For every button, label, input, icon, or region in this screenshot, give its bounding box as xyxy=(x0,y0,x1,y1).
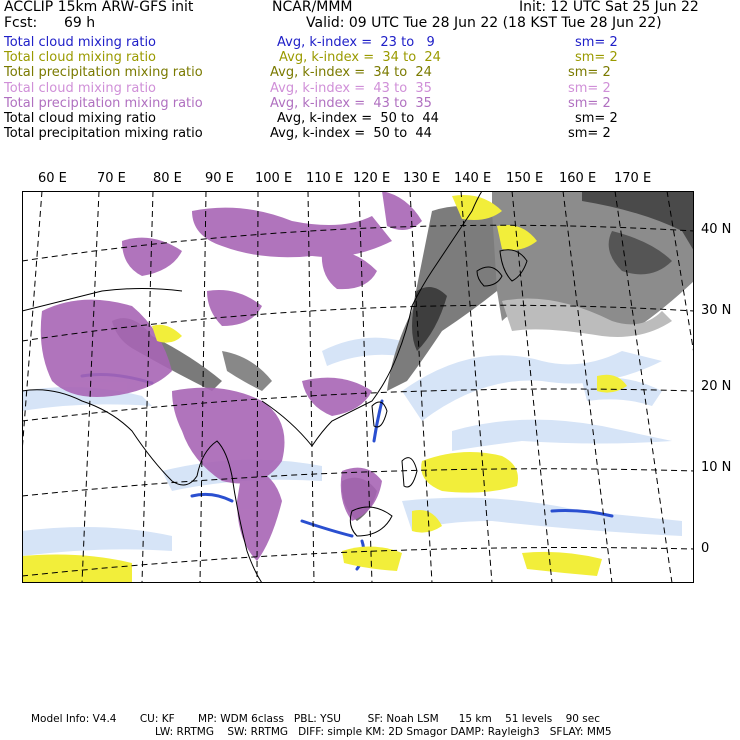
model-title: ACCLIP 15km ARW-GFS init xyxy=(4,0,194,15)
legend-field-name: Total cloud mixing ratio xyxy=(4,35,157,50)
model-info-line2: LW: RRTMG SW: RRTMG DIFF: simple KM: 2D Smagor DAMP: Rayleigh3 SFLAY: MM5 xyxy=(155,726,612,738)
lon-label: 150 E xyxy=(506,171,544,186)
lon-label: 70 E xyxy=(97,171,126,186)
model-info-line1: Model Info: V4.4 CU: KF MP: WDM 6class PBL: YSU SF: Noah LSM 15 km 51 levels 90 sec xyxy=(31,713,600,725)
legend-smoothing: sm= 2 xyxy=(575,111,618,126)
lon-label: 90 E xyxy=(205,171,234,186)
fcst-value: 69 h xyxy=(64,15,96,31)
legend-field-name: Total cloud mixing ratio xyxy=(4,111,157,126)
legend-smoothing: sm= 2 xyxy=(568,95,611,111)
legend-field-name: Total cloud mixing ratio xyxy=(4,80,157,96)
fcst-label: Fcst: xyxy=(4,15,38,31)
legend-k-index: Avg, k-index = 50 to 44 xyxy=(277,111,439,126)
lon-label: 120 E xyxy=(353,171,391,186)
init-time: Init: 12 UTC Sat 25 Jun 22 xyxy=(519,0,699,15)
legend-smoothing: sm= 2 xyxy=(575,50,618,66)
legend-k-index: Avg, k-index = 43 to 35 xyxy=(270,95,432,111)
lon-label: 100 E xyxy=(255,171,293,186)
legend-field-name: Total precipitation mixing ratio xyxy=(4,126,203,142)
lon-label: 170 E xyxy=(614,171,652,186)
legend-smoothing: sm= 2 xyxy=(568,80,611,96)
legend-k-index: Avg, k-index = 50 to 44 xyxy=(270,126,432,142)
org-label: NCAR/MMM xyxy=(272,0,353,15)
legend-field-name: Total precipitation mixing ratio xyxy=(4,95,203,111)
valid-time: Valid: 09 UTC Tue 28 Jun 22 (18 KST Tue 28 Jun 22) xyxy=(306,15,662,31)
lon-label: 160 E xyxy=(559,171,597,186)
lat-label: 10 N xyxy=(701,460,732,475)
lat-label: 0 xyxy=(701,541,710,556)
lat-label: 30 N xyxy=(701,303,732,318)
legend-k-index: Avg, k-index = 43 to 35 xyxy=(270,80,432,96)
legend-field-name: Total precipitation mixing ratio xyxy=(4,65,203,81)
lon-label: 110 E xyxy=(306,171,344,186)
legend-field-name: Total cloud mixing ratio xyxy=(4,50,157,66)
legend-k-index: Avg, k-index = 34 to 24 xyxy=(279,50,441,66)
legend-k-index: Avg, k-index = 34 to 24 xyxy=(270,65,432,81)
lat-label: 20 N xyxy=(701,379,732,394)
legend-smoothing: sm= 2 xyxy=(568,126,611,142)
lon-label: 60 E xyxy=(38,171,67,186)
lon-label: 140 E xyxy=(454,171,492,186)
legend-smoothing: sm= 2 xyxy=(568,65,611,81)
lat-label: 40 N xyxy=(701,222,732,237)
lon-label: 130 E xyxy=(403,171,441,186)
weather-map xyxy=(22,191,694,583)
legend-k-index: Avg, k-index = 23 to 9 xyxy=(277,35,435,50)
legend-smoothing: sm= 2 xyxy=(575,35,618,50)
lon-label: 80 E xyxy=(153,171,182,186)
